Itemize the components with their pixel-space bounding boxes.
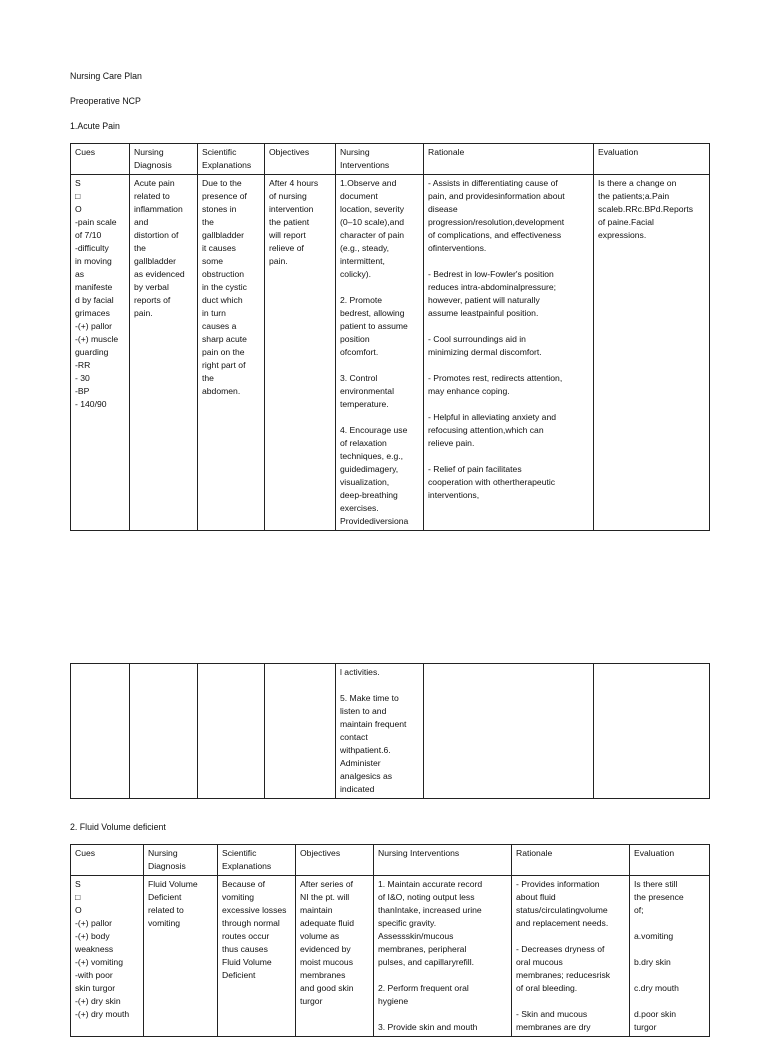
cues-cell: S □ O -(+) pallor -(+) body weakness -(+) vomiting -with poor skin turgor -(+) dry skin -(+) dry mouth xyxy=(71,876,144,1037)
document-title: Nursing Care Plan xyxy=(70,71,142,81)
column-header-interventions: Nursing Interventions xyxy=(336,144,424,175)
table-row xyxy=(71,876,710,1037)
objectives-cell: After 4 hours of nursing intervention the patient will report relieve of pain. xyxy=(265,175,336,531)
column-header-objectives: Objectives xyxy=(265,144,336,175)
column-header-explanations: Scientific Explanations xyxy=(198,144,265,175)
evaluation-cell: Is there a change on the patients;a.Pain scaleb.RRc.BPd.Reports of paine.Facial expressions. xyxy=(594,175,710,531)
document-subtitle: Preoperative NCP xyxy=(70,96,141,106)
column-header-diagnosis: Nursing Diagnosis xyxy=(144,845,218,876)
rationale-cell xyxy=(424,664,594,799)
objectives-cell: After series of NI the pt. will maintain adequate fluid volume as evidenced by moist mucous membranes and good skin turgor xyxy=(296,876,374,1037)
column-header-explanations: Scientific Explanations xyxy=(218,845,296,876)
diagnosis-cell xyxy=(130,664,198,799)
column-header-cues: Cues xyxy=(71,144,130,175)
column-header-interventions: Nursing Interventions xyxy=(374,845,512,876)
explanation-cell: Because of vomiting excessive losses through normal routes occur thus causes Fluid Volume Deficient xyxy=(218,876,296,1037)
interventions-cell: 1. Maintain accurate record of I&O, noting output less thanIntake, increased urine specific gravity. Assessskin/mucous membranes, peripheral pulses, and capillaryrefill. 2. Perform frequent oral hygiene 3. Provide skin and mouth xyxy=(374,876,512,1037)
column-header-cues: Cues xyxy=(71,845,144,876)
column-header-objectives: Objectives xyxy=(296,845,374,876)
explanation-cell: Due to the presence of stones in the gallbladder it causes some obstruction in the cystic duct which in turn causes a sharp acute pain on the right part of the abdomen. xyxy=(198,175,265,531)
acute-pain-table xyxy=(70,143,710,531)
column-header-evaluation: Evaluation xyxy=(630,845,710,876)
diagnosis-cell: Fluid Volume Deficient related to vomiting xyxy=(144,876,218,1037)
fluid-volume-table xyxy=(70,844,710,1037)
table-header-row xyxy=(71,144,710,175)
column-header-evaluation: Evaluation xyxy=(594,144,710,175)
objectives-cell xyxy=(265,664,336,799)
explanation-cell xyxy=(198,664,265,799)
table-row xyxy=(71,175,710,531)
evaluation-cell: Is there still the presence of; a.vomiting b.dry skin c.dry mouth d.poor skin turgor xyxy=(630,876,710,1037)
section-heading-acute-pain: 1.Acute Pain xyxy=(70,121,120,131)
table-header-row xyxy=(71,845,710,876)
rationale-cell: - Provides information about fluid status/circulatingvolume and replacement needs. - Decreases dryness of oral mucous membranes; reducesrisk of oral bleeding. - Skin and mucous membranes are dry xyxy=(512,876,630,1037)
interventions-cell: l activities. 5. Make time to listen to and maintain frequent contact withpatient.6. Administer analgesics as indicated xyxy=(336,664,424,799)
diagnosis-cell: Acute pain related to inflammation and distortion of the gallbladder as evidenced by verbal reports of pain. xyxy=(130,175,198,531)
acute-pain-table-continued xyxy=(70,663,710,799)
table-row xyxy=(71,664,710,799)
column-header-rationale: Rationale xyxy=(512,845,630,876)
cues-cell xyxy=(71,664,130,799)
evaluation-cell xyxy=(594,664,710,799)
interventions-cell: 1.Observe and document location, severity (0–10 scale),and character of pain (e.g., steady, intermittent, colicky). 2. Promote bedrest, allowing patient to assume position ofcomfort. 3. Control environmental temperature. 4. Encourage use of relaxation techniques, e.g., guidedimagery, visualization, deep-breathing exercises. Providediversiona xyxy=(336,175,424,531)
cues-cell: S □ O -pain scale of 7/10 -difficulty in moving as manifeste d by facial grimaces -(+) pallor -(+) muscle guarding -RR - 30 -BP - 140/90 xyxy=(71,175,130,531)
column-header-diagnosis: Nursing Diagnosis xyxy=(130,144,198,175)
rationale-cell: - Assists in differentiating cause of pain, and providesinformation about disease progression/resolution,development of complications, and effectiveness ofinterventions. - Bedrest in low-Fowler's position reduces intra-abdominalpressure; however, patient will naturally assume leastpainful position. - Cool surroundings aid in minimizing dermal discomfort. - Promotes rest, redirects attention, may enhance coping. - Helpful in alleviating anxiety and refocusing attention,which can relieve pain. - Relief of pain facilitates cooperation with othertherapeutic interventions, xyxy=(424,175,594,531)
section-heading-fluid-volume: 2. Fluid Volume deficient xyxy=(70,822,166,832)
column-header-rationale: Rationale xyxy=(424,144,594,175)
